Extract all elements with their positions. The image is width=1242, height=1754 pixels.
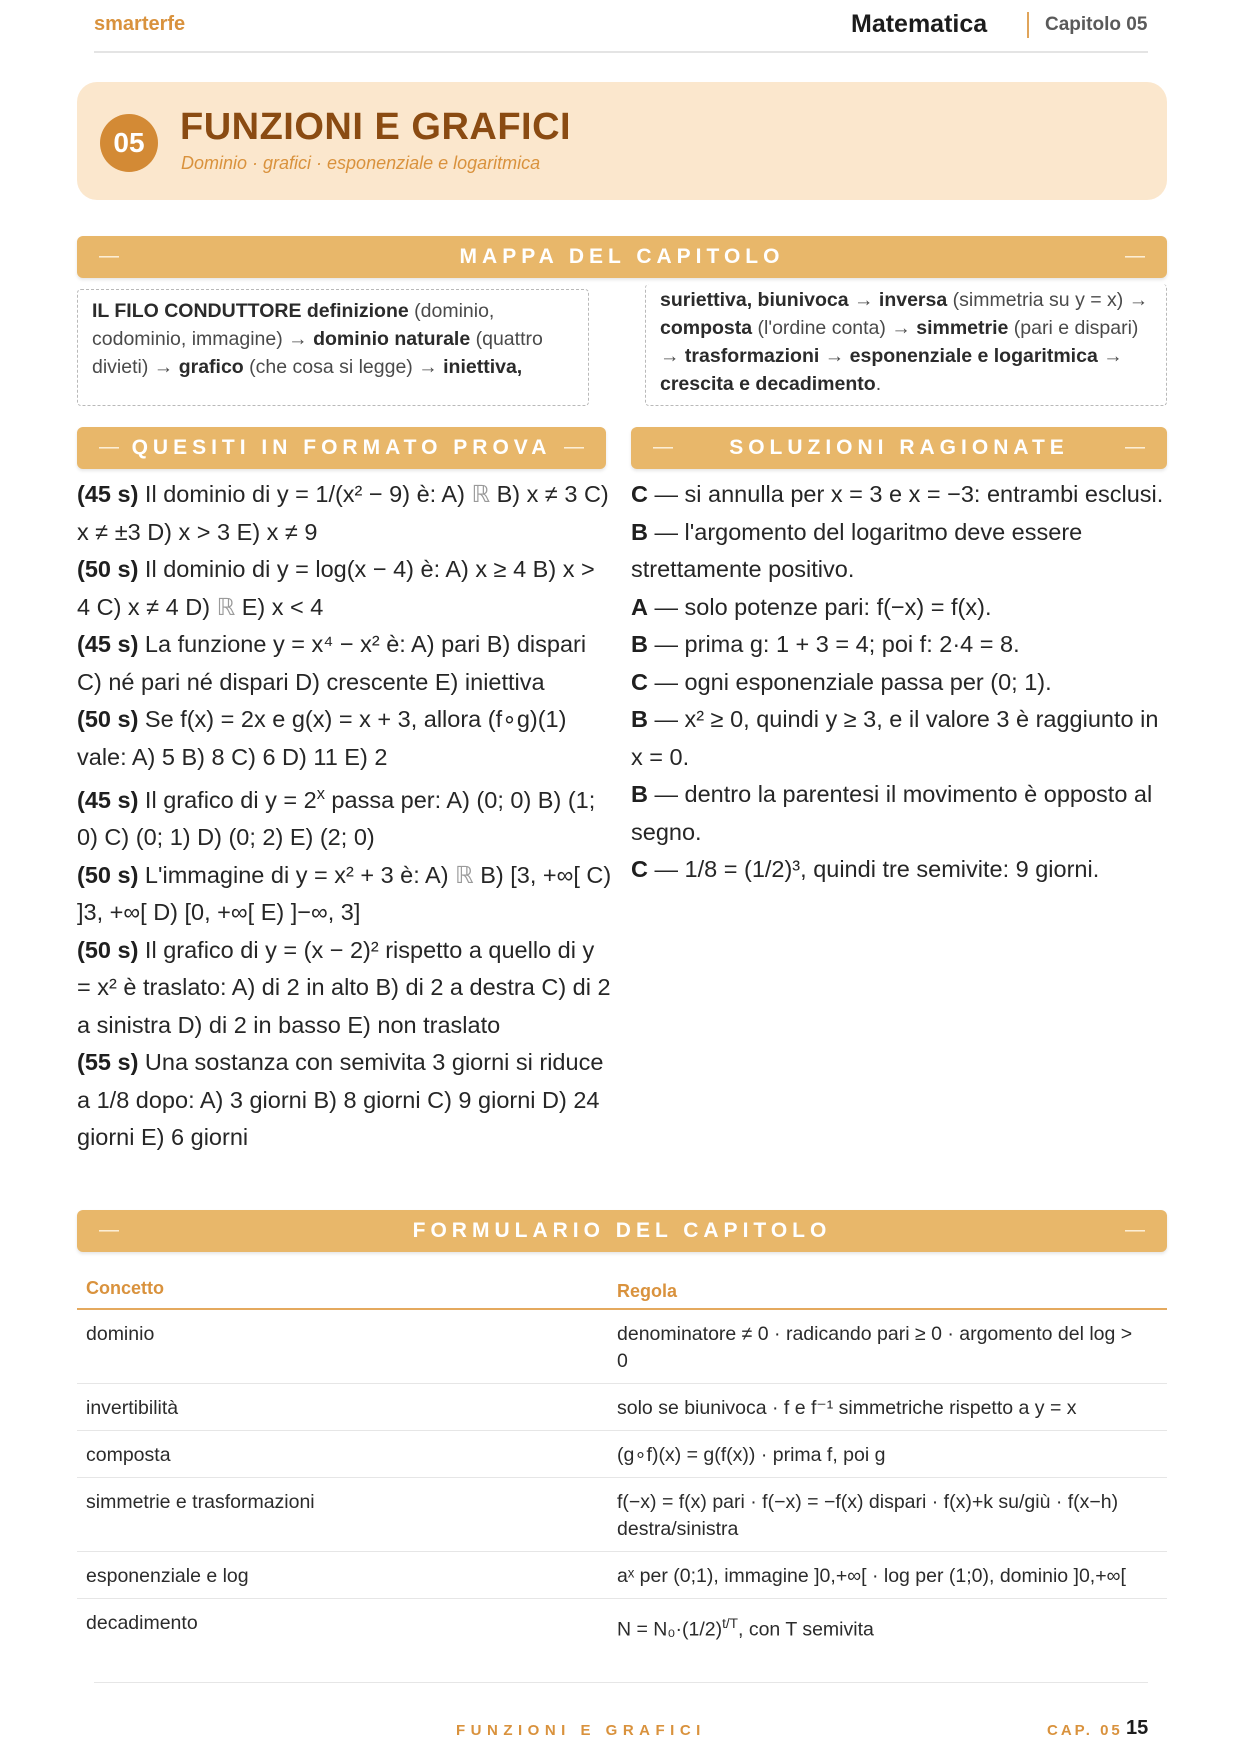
solution-letter: B: [631, 631, 648, 657]
quiz-text: Il grafico di y = (x − 2)² rispetto a quello di y = x² è traslato: A) di 2 in alto B) di 2 a destra C) di 2 a sinistra D) di 2 in basso E) non traslato: [77, 936, 611, 1038]
quiz-time: (50 s): [77, 706, 139, 732]
solution-item: [631, 514, 1167, 589]
banner-dash-left: —: [99, 245, 119, 267]
quiz-text: E) x < 4: [235, 593, 324, 620]
row-concept: decadimento: [86, 1612, 198, 1634]
solution-item: [631, 776, 1167, 851]
solution-text: — 1/8 = (1/2)³, quindi tre semivite: 9 giorni.: [647, 856, 1100, 882]
subject-title: Matematica: [851, 10, 988, 38]
solution-text: — solo potenze pari: f(−x) = f(x).: [647, 593, 992, 620]
quiz-text: passa per: A) (0; 0) B) (1; 0) C) (0; 1) D) (0; 2) E) (2; 0): [77, 786, 596, 851]
map-banner-title: MAPPA DEL CAPITOLO: [459, 245, 785, 268]
solution-letter: C: [631, 481, 648, 507]
quiz-item: [77, 857, 614, 932]
row-rule: [617, 1599, 1167, 1652]
map-keyword: grafico: [178, 356, 244, 378]
map-text: →: [819, 345, 850, 367]
map-keyword: inversa: [878, 289, 948, 311]
quiz-text: B) [3, +∞[ C) ]3, +∞[ D) [0, +∞[ E) ]−∞, 3]: [77, 861, 612, 926]
table-header: [77, 1270, 1167, 1310]
solution-item: [631, 476, 1167, 514]
map-right-text: [660, 289, 1148, 395]
row-rule: [617, 1384, 1167, 1430]
table-row: [77, 1384, 1167, 1431]
row-rule: [617, 1431, 1167, 1477]
quiz-item: [77, 1044, 614, 1157]
map-keyword: crescita e decadimento: [660, 373, 876, 395]
quiz-text: Una sostanza con semivita 3 giorni si riduce a 1/8 dopo: A) 3 giorni B) 8 giorni C) 9 giorni D) 24 giorni E) 6 giorni: [77, 1049, 604, 1151]
solution-letter: C: [631, 668, 648, 695]
map-text: →: [848, 289, 879, 311]
map-keyword: IL FILO CONDUTTORE: [92, 300, 307, 322]
map-keyword: composta: [660, 317, 753, 339]
solution-letter: C: [631, 856, 648, 882]
row-concept: dominio: [86, 1323, 155, 1345]
table-row: [77, 1431, 1167, 1478]
map-text: (quattro divieti) →: [92, 328, 543, 378]
quiz-item: [77, 776, 614, 857]
quiz-text: B) x ≠ 3 C) x ≠ ±3 D) x > 3 E) x ≠ 9: [77, 481, 609, 545]
quiz-text: Se f(x) = 2x e g(x) = x + 3, allora (f∘g)(1) vale: A) 5 B) 8 C) 6 D) 11 E) 2: [77, 706, 567, 770]
map-right-box: [645, 284, 1167, 406]
quiz-time: (45 s): [77, 631, 139, 657]
row-concept: simmetrie e trasformazioni: [86, 1491, 315, 1513]
map-keyword: trasformazioni: [684, 345, 820, 367]
solution-item: [631, 851, 1167, 889]
map-text: (che cosa si legge) →: [243, 356, 444, 378]
row-rule: [617, 1478, 1167, 1551]
table-body: [77, 1310, 1167, 1652]
solution-text: — si annulla per x = 3 e x = −3: entrambi esclusi.: [647, 481, 1164, 507]
map-text: (l'ordine conta) →: [752, 317, 917, 339]
solution-letter: B: [631, 518, 648, 545]
rule-text: solo se biunivoca · f e f⁻¹ simmetriche rispetto a y = x: [617, 1397, 1077, 1419]
map-text: (simmetria su y = x) →: [947, 289, 1149, 311]
quiz-time: (45 s): [77, 786, 139, 813]
brand-name: smarterfe: [94, 13, 186, 35]
rule-text: denominatore ≠ 0 · radicando pari ≥ 0 · argomento del log > 0: [617, 1323, 1133, 1372]
solution-item: [631, 589, 1167, 627]
header-rule: Regola: [617, 1281, 678, 1301]
quiz-time: (45 s): [77, 481, 139, 507]
banner-dash-left: —: [99, 1219, 119, 1241]
solution-text: — dentro la parentesi il movimento è opposto al segno.: [631, 781, 1153, 845]
map-text: (dominio, codominio, immagine) →: [92, 300, 495, 350]
map-keyword: definizione: [306, 300, 409, 322]
map-left-box: [77, 289, 589, 406]
table-row: [77, 1599, 1167, 1652]
quiz-item: [77, 932, 614, 1045]
quiz-item: [77, 476, 614, 551]
table-row: [77, 1310, 1167, 1384]
quiz-banner: [77, 427, 606, 469]
map-left-text: [92, 300, 543, 378]
solution-item: [631, 701, 1167, 776]
row-concept: esponenziale e log: [86, 1565, 249, 1587]
solution-item: [631, 664, 1167, 702]
solution-text: — ogni esponenziale passa per (0; 1).: [647, 668, 1052, 695]
solutions-banner: [631, 427, 1167, 469]
quiz-item: [77, 626, 614, 701]
banner-dash-left: —: [653, 436, 673, 458]
banner-dash-right: —: [1125, 1219, 1145, 1241]
solution-text: — x² ≥ 0, quindi y ≥ 3, e il valore 3 è raggiunto in x = 0.: [631, 706, 1159, 770]
quiz-text: Il grafico di y = 2: [138, 786, 317, 813]
map-text: .: [875, 373, 882, 395]
footer-chapter: CAP. 05: [1047, 1722, 1123, 1739]
real-numbers-symbol: ℝ: [455, 860, 474, 889]
rule-text: N = N₀·(1/2): [617, 1618, 723, 1641]
superscript: t/T: [722, 1616, 738, 1631]
quiz-time: (55 s): [77, 1049, 139, 1076]
row-rule: [617, 1310, 1167, 1383]
banner-dash-right: —: [1125, 436, 1145, 458]
rule-text: aˣ per (0;1), immagine ]0,+∞[ · log per (1;0), dominio ]0,+∞[: [617, 1565, 1126, 1587]
rule-text: , con T semivita: [738, 1618, 874, 1641]
header-separator: [1027, 12, 1029, 38]
quiz-item: [77, 701, 614, 776]
quiz-banner-title: QUESITI IN FORMATO PROVA: [131, 436, 552, 459]
map-keyword: iniettiva,: [443, 356, 523, 378]
header-concept: Concetto: [86, 1278, 164, 1298]
footer-rule: [94, 1682, 1148, 1683]
banner-dash-right: —: [564, 436, 584, 458]
formulary-table: [77, 1270, 1167, 1652]
header-rule: [94, 51, 1148, 53]
chapter-number-badge: 05: [100, 114, 158, 172]
page-number: 15: [1126, 1717, 1149, 1739]
real-numbers-symbol: ℝ: [216, 592, 236, 621]
footer-title: FUNZIONI E GRAFICI: [456, 1722, 706, 1739]
chapter-title: FUNZIONI E GRAFICI: [180, 106, 572, 148]
solution-letter: A: [631, 593, 648, 620]
quiz-text: L'immagine di y = x² + 3 è: A): [138, 861, 456, 888]
quiz-time: (50 s): [77, 861, 139, 888]
solutions-list: [631, 476, 1167, 889]
quiz-item: [77, 551, 614, 626]
row-concept: invertibilità: [86, 1397, 179, 1419]
solution-text: — prima g: 1 + 3 = 4; poi f: 2·4 = 8.: [647, 631, 1020, 657]
chapter-subtitle: Dominio · grafici · esponenziale e logaritmica: [181, 153, 541, 173]
solution-letter: B: [631, 706, 648, 732]
formulary-banner-title: FORMULARIO DEL CAPITOLO: [412, 1219, 832, 1242]
map-text: →: [1097, 345, 1123, 367]
map-keyword: suriettiva, biunivoca: [660, 289, 849, 311]
map-banner: [77, 236, 1167, 278]
quiz-list: [77, 476, 614, 1157]
rule-text: (g∘f)(x) = g(f(x)) · prima f, poi g: [617, 1444, 886, 1466]
quiz-text: La funzione y = x⁴ − x² è: A) pari B) dispari C) né pari né dispari D) crescente E) iniettiva: [77, 631, 587, 695]
solution-letter: B: [631, 781, 648, 807]
map-keyword: esponenziale e logaritmica: [849, 345, 1098, 367]
map-keyword: simmetrie: [916, 317, 1009, 339]
row-rule: [617, 1552, 1167, 1598]
map-text: (pari e dispari) →: [660, 317, 1139, 367]
real-numbers-symbol: ℝ: [471, 480, 491, 508]
solution-text: — l'argomento del logaritmo deve essere strettamente positivo.: [631, 518, 1083, 582]
banner-dash-right: —: [1125, 245, 1145, 267]
quiz-text: Il dominio di y = log(x − 4) è: A) x ≥ 4 B) x > 4 C) x ≠ 4 D): [77, 556, 595, 620]
rule-text: f(−x) = f(x) pari · f(−x) = −f(x) dispari · f(x)+k su/giù · f(x−h) destra/sinistra: [617, 1491, 1119, 1540]
table-row: [77, 1478, 1167, 1552]
chapter-label: Capitolo 05: [1045, 14, 1148, 35]
superscript: x: [316, 785, 325, 803]
table-row: [77, 1552, 1167, 1599]
solutions-banner-title: SOLUZIONI RAGIONATE: [729, 436, 1069, 459]
banner-dash-left: —: [99, 436, 119, 458]
quiz-time: (50 s): [77, 936, 139, 963]
formulary-banner: [77, 1210, 1167, 1252]
map-keyword: dominio naturale: [313, 328, 471, 350]
row-concept: composta: [86, 1444, 171, 1466]
solution-item: [631, 626, 1167, 664]
quiz-time: (50 s): [77, 556, 139, 582]
quiz-text: Il dominio di y = 1/(x² − 9) è: A): [138, 481, 472, 507]
